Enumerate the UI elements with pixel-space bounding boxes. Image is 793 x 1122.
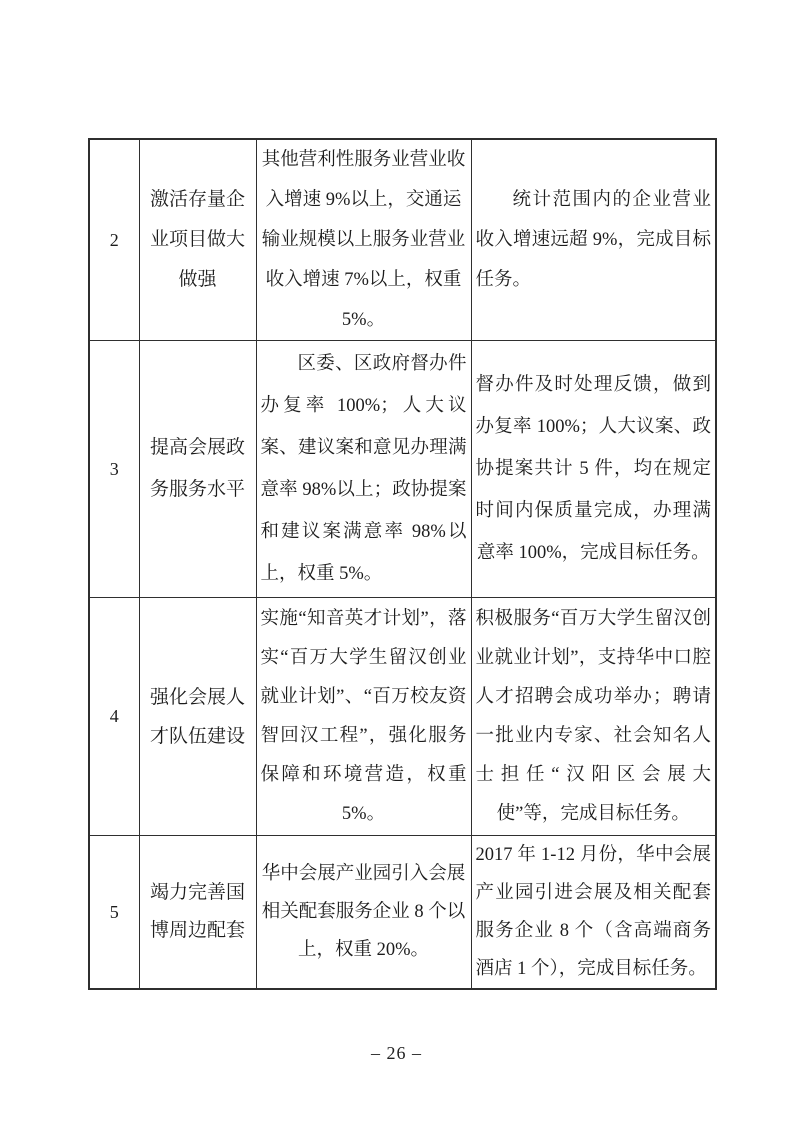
completion-cell: 积极服务“百万大学生留汉创业就业计划”，支持华中口腔人才招聘会成功举办；聘请一批业内专家、社会知名人士担任“汉阳区会展大使”等，完成目标任务。 [471,598,716,836]
task-name-cell: 提高会展政务服务水平 [139,341,256,598]
completion-cell: 统计范围内的企业营业收入增速远超 9%，完成目标任务。 [471,139,716,341]
completion-cell: 督办件及时处理反馈，做到办复率 100%；人大议案、政协提案共计 5 件，均在规定时间内保质量完成，办理满意率 100%，完成目标任务。 [471,341,716,598]
assessment-table [88,138,717,990]
page-number: – 26 – [371,1043,422,1063]
table-row [89,598,716,836]
table-row [89,139,716,341]
task-name-cell: 竭力完善国博周边配套 [139,836,256,990]
row-number-cell: 2 [89,139,139,341]
task-name-cell: 激活存量企业项目做大做强 [139,139,256,341]
criteria-cell: 实施“知音英才计划”，落实“百万大学生留汉创业就业计划”、“百万校友资智回汉工程”，强化服务保障和环境营造，权重 5%。 [256,598,471,836]
row-number-cell: 3 [89,341,139,598]
table-row [89,836,716,990]
completion-cell: 2017 年 1-12 月份，华中会展产业园引进会展及相关配套服务企业 8 个（含高端商务酒店 1 个），完成目标任务。 [471,836,716,990]
criteria-cell: 其他营利性服务业营业收入增速 9%以上，交通运输业规模以上服务业营业收入增速 7%以上，权重 5%。 [256,139,471,341]
table-row [89,341,716,598]
task-name-cell: 强化会展人才队伍建设 [139,598,256,836]
row-number-cell: 4 [89,598,139,836]
criteria-cell: 华中会展产业园引入会展相关配套服务企业 8 个以上，权重 20%。 [256,836,471,990]
criteria-cell: 区委、区政府督办件办复率 100%；人大议案、建议案和意见办理满意率 98%以上；政协提案和建议案满意率 98%以上，权重 5%。 [256,341,471,598]
row-number-cell: 5 [89,836,139,990]
